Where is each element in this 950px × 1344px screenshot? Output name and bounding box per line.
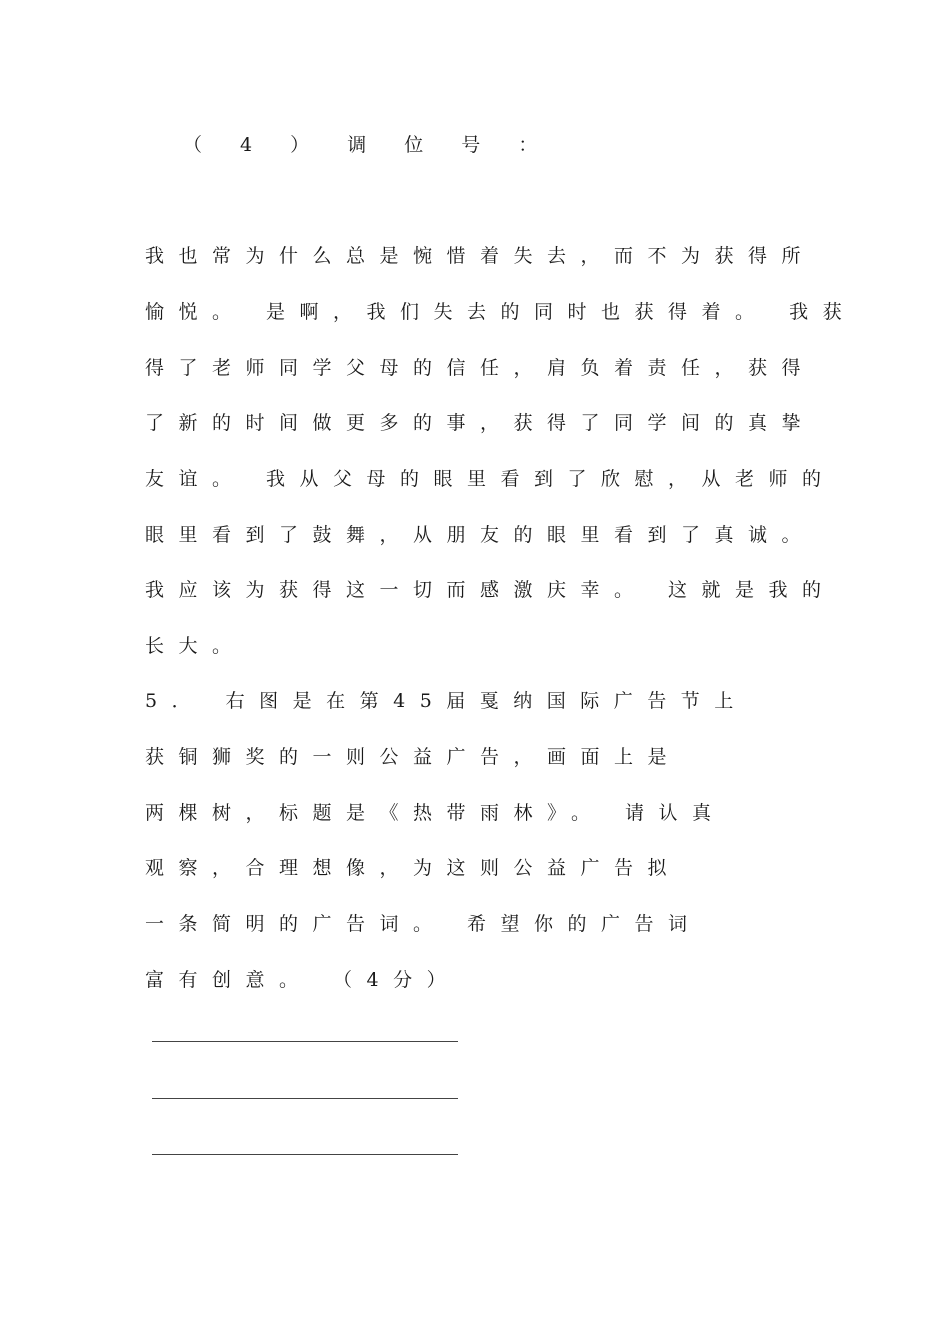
question-line: 观察，合理想像，为这则公益广告拟 <box>145 857 682 879</box>
paragraph-line: 愉悦。 是啊，我们失去的同时也获得着。 我获 <box>145 301 857 323</box>
paragraph-line: 我也常为什么总是惋惜着失去，而不为获得所 <box>145 245 816 267</box>
answer-blank-line[interactable] <box>152 1041 458 1042</box>
paragraph-line: 了新的时间做更多的事，获得了同学间的真挚 <box>145 412 816 434</box>
answer-blank-line[interactable] <box>152 1098 458 1099</box>
paragraph-line: 眼里看到了鼓舞，从朋友的眼里看到了真诚。 <box>145 524 816 546</box>
paragraph-line: 长大。 <box>145 635 246 657</box>
answer-blank-line[interactable] <box>152 1154 458 1155</box>
question-line: 5． 右图是在第45届戛纳国际广告节上 <box>145 690 748 712</box>
paragraph-line: 我应该为获得这一切而感激庆幸。 这就是我的 <box>145 579 836 601</box>
question-line: 一条简明的广告词。 希望你的广告词 <box>145 913 702 935</box>
paragraph-line: 友谊。 我从父母的眼里看到了欣慰，从老师的 <box>145 468 836 490</box>
question-line: 富有创意。 （4分） <box>145 969 461 991</box>
paragraph-line: 得了老师同学父母的信任，肩负着责任，获得 <box>145 357 816 379</box>
section-heading: （ 4 ） 调 位 号 ： <box>183 134 554 156</box>
question-line: 获铜狮奖的一则公益广告，画面上是 <box>145 746 682 768</box>
question-line: 两棵树，标题是《热带雨林》。 请认真 <box>145 802 726 824</box>
